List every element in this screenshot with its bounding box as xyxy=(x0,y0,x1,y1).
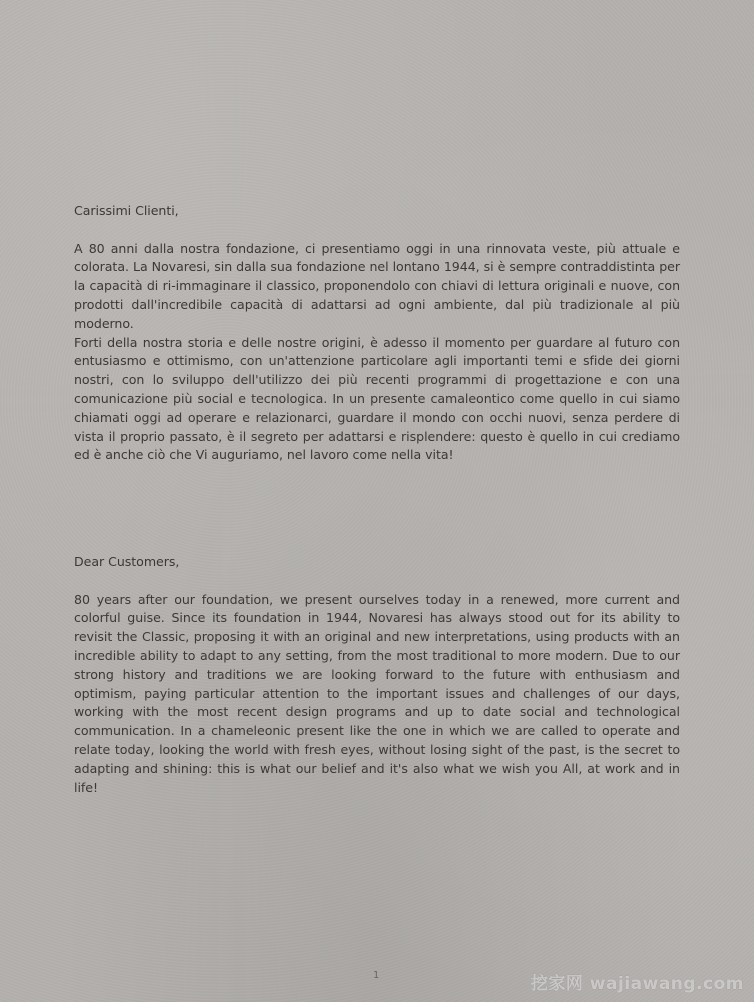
watermark: 挖家网 wajiawang.com xyxy=(530,974,744,994)
letter-english xyxy=(74,553,680,797)
greeting-italian: Carissimi Clienti, xyxy=(74,203,179,218)
paragraph-italian-2: Forti della nostra storia e delle nostre origini, è adesso il momento per guardare al futuro con entusiasmo e ottimismo, con un'attenzione particolare agli importanti temi e sfide dei giorni nostri, con lo sviluppo dell'utilizzo dei più recenti programmi di progettazione e con una comunicazione più social e tecnologica. In un presente camaleontico come quello in cui siamo chiamati oggi ad operare e relazionarci, guardare il mondo con occhi nuovi, senza perdere di vista il proprio passato, è il segreto per adattarsi e risplendere: questo è quello in cui crediamo ed è anche ciò che Vi auguriamo, nel lavoro come nella vita! xyxy=(74,334,680,463)
paragraph-italian-1: A 80 anni dalla nostra fondazione, ci presentiamo oggi in una rinnovata veste, più attuale e colorata. La Novaresi, sin dalla sua fondazione nel lontano 1944, si è sempre contraddistinta per la capacità di ri-immaginare il classico, proponendolo con chiavi di lettura originali e nuove, con prodotti dall'incredibile capacità di adattarsi ad ogni ambiente, dal più tradizionale al più moderno. xyxy=(74,240,680,331)
page-number: 1 xyxy=(373,970,380,981)
greeting-english: Dear Customers, xyxy=(74,554,180,569)
letter-italian xyxy=(74,202,680,465)
paragraph-english-1: 80 years after our foundation, we present ourselves today in a renewed, more current and colorful guise. Since its foundation in 1944, Novaresi has always stood out for its ability to revisit the Classic, proposing it with an original and new interpretations, using products with an incredible ability to adapt to any setting, from the most traditional to more modern. Due to our strong history and traditions we are looking forward to the future with enthusiasm and optimism, paying particular attention to the important issues and challenges of our days, working with the most recent design programs and up to date social and technological communication. In a chameleonic present like the one in which we are called to operate and relate today, looking the world with fresh eyes, without losing sight of the past, is the secret to adapting and shining: this is what our belief and it's also what we wish you All, at work and in life! xyxy=(74,591,680,795)
